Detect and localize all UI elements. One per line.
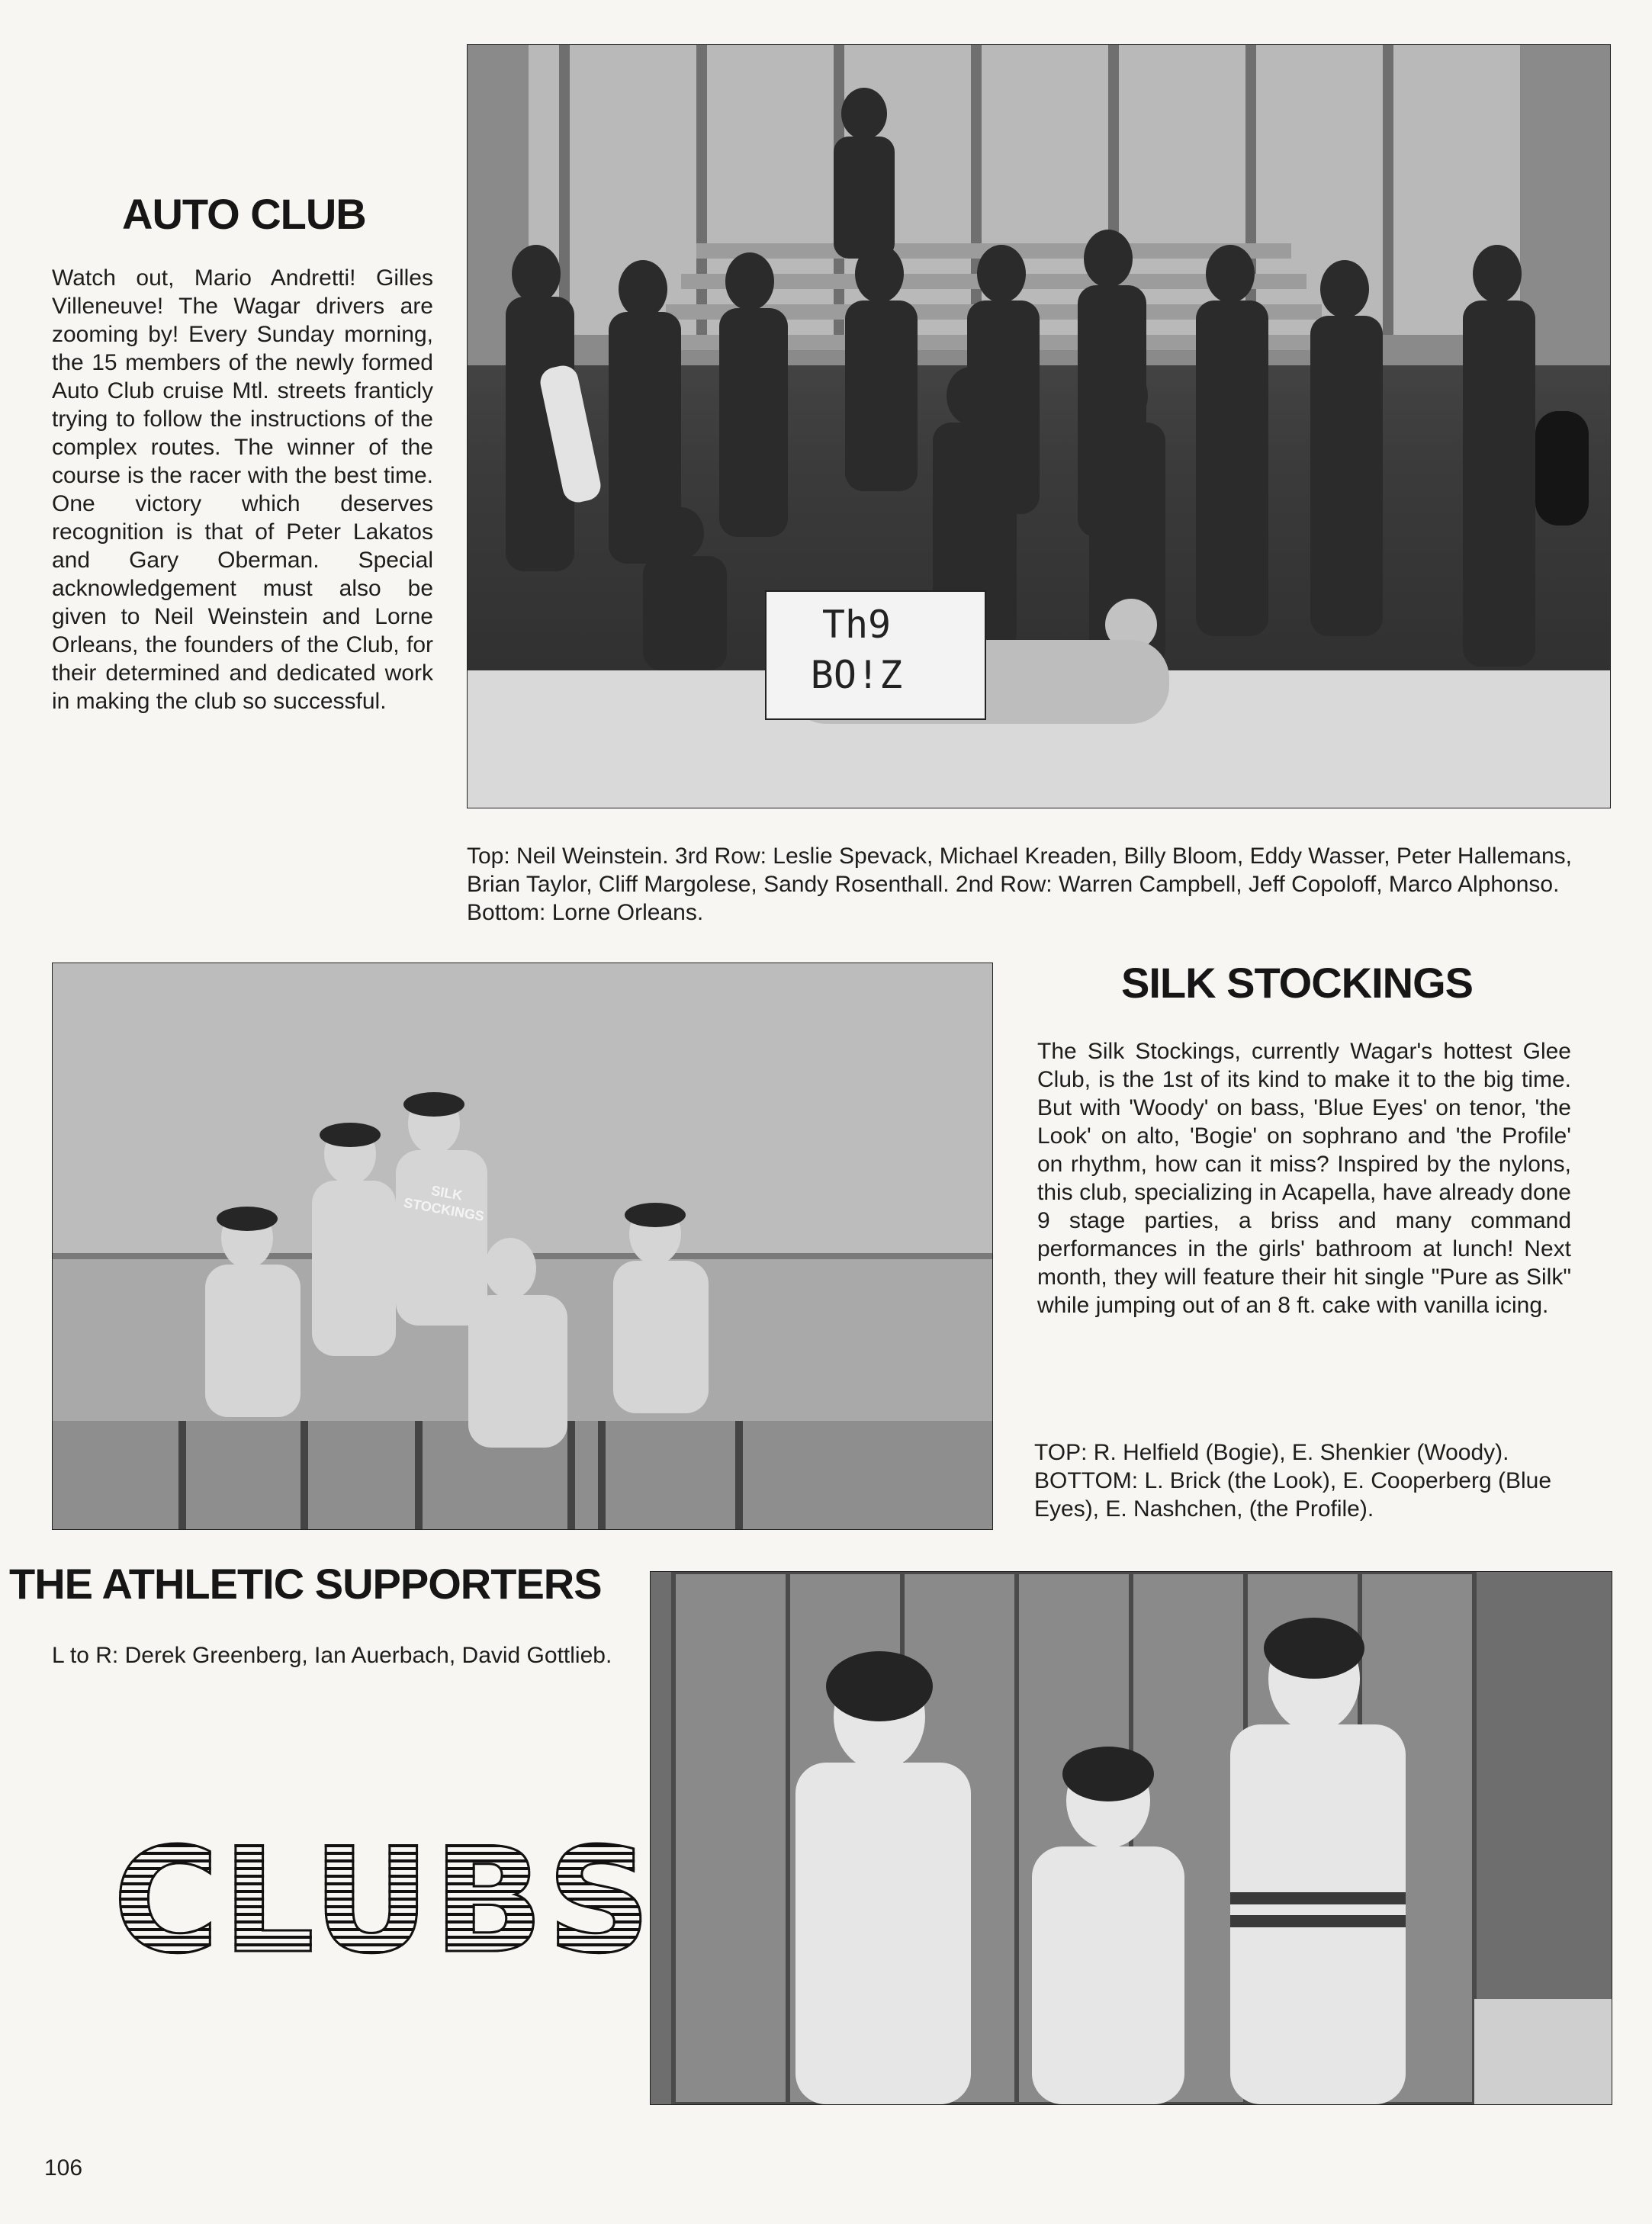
auto-club-photo [467,44,1611,808]
silk-stockings-shirt-text: SILK STOCKINGS [402,1182,486,1224]
silk-stockings-body: The Silk Stockings, currently Wagar's hottest Glee Club, is the 1st of its kind to make it to the big time. But with 'Woody' on bass, 'Blue Eyes' on tenor, 'the Look' on alto, 'Bogie' on sophrano and 'the Profile' on rhythm, how can it miss? Inspired by the nylons, this club, specializing in Acapella, have already done 9 stage parties, a briss and many command performances in the girls' bathroom at lunch! Next month, they will feature their hit single "Pure as Silk" while jumping out of an 8 ft. cake with vanilla icing. [1037,1039,1571,1318]
page-number: 106 [44,2155,83,2181]
clubs-logo: CLUBS [113,1817,654,1985]
auto-club-title: AUTO CLUB [122,190,366,238]
auto-club-photo-scene [468,45,1610,808]
athletic-supporters-title: THE ATHLETIC SUPPORTERS [9,1560,602,1608]
silk-stockings-photo-scene [53,963,992,1529]
athletic-supporters-photo-scene [651,1572,1612,2104]
silk-stockings-title: SILK STOCKINGS [1121,959,1474,1007]
auto-club-body: Watch out, Mario Andretti! Gilles Villeneuve! The Wagar drivers are zooming by! Every Sunday morning, the 15 members of the newly formed Auto Club cruise Mtl. streets franticly trying to follow the instructions of the complex routes. The winner of the course is the racer with the best time. One victory which deserves recognition is that of Peter Lakatos and Gary Oberman. Special acknowledgement must also be given to Neil Weinstein and Lorne Orleans, the founders of the Club, for their determined and dedicated work in making the club so successful. [52,265,433,714]
auto-club-caption: Top: Neil Weinstein. 3rd Row: Leslie Spevack, Michael Kreaden, Billy Bloom, Eddy Wasser, Peter Hallemans, Brian Taylor, Cliff Margolese, Sandy Rosenthall. 2nd Row: Warren Campbell, Jeff Copoloff, Marco Alphonso. Bottom: Lorne Orleans. [467,844,1572,925]
silk-stockings-caption: TOP: R. Helfield (Bogie), E. Shenkier (Woody). BOTTOM: L. Brick (the Look), E. Cooperberg (Blue Eyes), E. Nashchen, (the Profile). [1034,1440,1552,1522]
athletic-supporters-photo [650,1571,1612,2105]
athletic-supporters-caption: L to R: Derek Greenberg, Ian Auerbach, David Gottlieb. [52,1643,612,1668]
auto-club-photo-sign-text: Th9 BO!Z [810,603,903,697]
auto-club-photo-sign [765,590,986,720]
silk-stockings-photo [52,963,993,1530]
